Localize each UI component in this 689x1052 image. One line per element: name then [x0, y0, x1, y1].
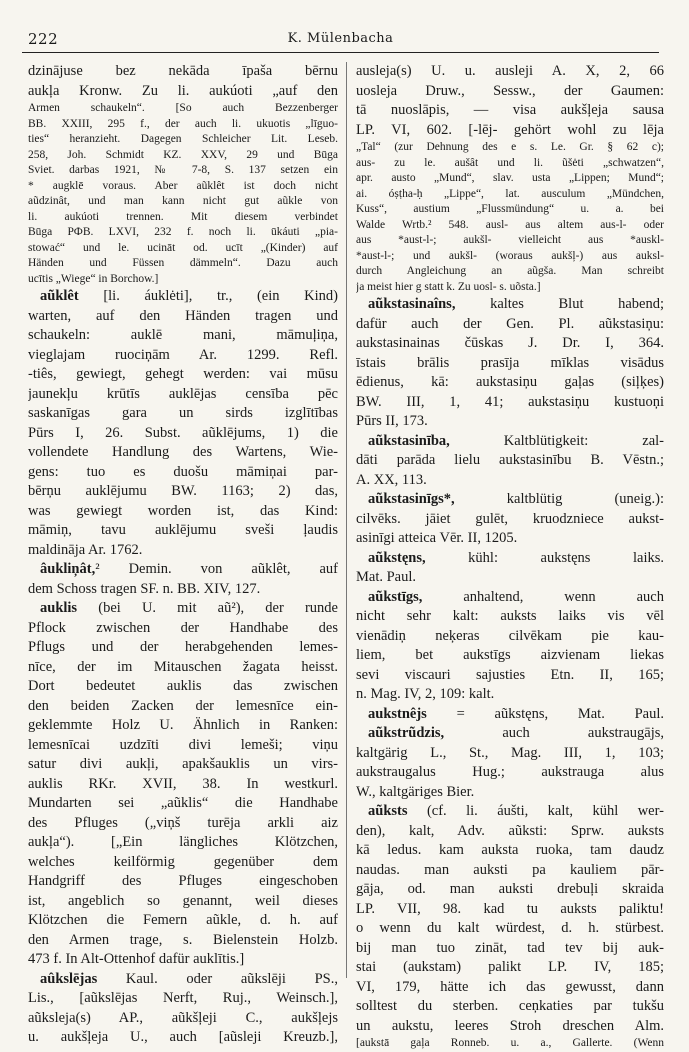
line-text: kaltgärig L., St., Mag. III, 1, 103;: [356, 744, 664, 761]
line-text: n. Mag. IV, 2, 109: kalt.: [356, 686, 495, 702]
headword: aũkstasinīgs*,: [368, 491, 455, 507]
text-line: [28, 365, 338, 385]
line-text: welches keilförmig gegenüber dem: [28, 853, 338, 870]
line-text: *aust-l-; und aukšl- (woraus aukšļ-) aus auksl-: [356, 249, 664, 262]
text-line: [28, 872, 338, 892]
line-text: jaunekļu krūtīs auklējas censība pēc: [28, 385, 338, 402]
line-text: aũksleja(s) AP., aũkšļeji C., aukšļejs: [28, 1009, 338, 1026]
line-text: BW. III, 1, 41; aukstasiņu kustuoņi: [356, 393, 664, 410]
text-line: [356, 724, 664, 744]
line-text: uosleja Druw., Sessw., der Gaumen:: [356, 82, 664, 99]
text-line: [356, 233, 664, 249]
text-line: [356, 121, 664, 141]
line-text: durch Angleichung an aũgša. Man schreibt: [356, 265, 664, 277]
line-text: Pflugs und der herabgehenden lemes-: [28, 639, 338, 655]
line-text: Händen und Füssen dämmeln“. Dazu auch: [28, 257, 338, 269]
line-text: lemesnīcai uzdzīti divi lemeši; viņu: [28, 736, 338, 753]
text-line: [28, 931, 338, 951]
text-line: [356, 412, 664, 432]
text-line: [356, 202, 664, 218]
text-line: [28, 716, 338, 736]
line-text: kā ledus. kam auksta ruoka, tam daudz: [356, 842, 664, 858]
line-text: Pūrs II, 173.: [356, 413, 428, 429]
text-line: [28, 326, 338, 346]
text-line: [356, 978, 664, 998]
line-text: dafür auch der Gen. Pl. aũkstasiņu:: [356, 315, 664, 332]
line-text: geklemmte Holz U. Ähnlich in Ranken:: [28, 717, 338, 733]
line-text: schaukeln: auklē mani, māmuļiņa,: [28, 327, 338, 343]
line-text: solltest du sterben. ceņkaties par tukšu: [356, 998, 664, 1014]
text-line: [28, 132, 338, 148]
line-text: den), kalt, Adv. aũksti: Sprw. auksts: [356, 822, 664, 839]
text-line: [28, 463, 338, 483]
text-line: [356, 471, 664, 491]
line-text: kaltblütig (uneig.):: [454, 491, 664, 507]
text-line: [28, 179, 338, 195]
text-line: [28, 502, 338, 522]
text-line: [356, 588, 664, 608]
line-text: Lis., [aũkslējas Nerft, Ruj., Weinsch.],: [28, 990, 338, 1006]
text-line: [356, 101, 664, 121]
line-text: stować“ und le. ucināt od. ucīt „(Kinder) auf: [28, 241, 338, 254]
left-column: [28, 62, 338, 1045]
text-line: [28, 82, 338, 102]
line-text: aus- zu le. aušât und li. ũšėti „schwatzen“,: [356, 156, 664, 169]
text-line: [356, 295, 664, 315]
line-text: li. aukúoti trennen. Mit diesem verbindet: [28, 210, 338, 223]
line-text: Armen schaukeln“. [So auch Bezzenberger: [28, 102, 338, 114]
line-text: bij man tuo zināt, tad tev bij auk-: [356, 939, 664, 956]
line-text: gāja, od. man auksti drebuļi skraida: [356, 881, 664, 897]
text-line: [356, 841, 664, 861]
text-line: [28, 697, 338, 717]
line-text: kaltes Blut habend;: [455, 296, 664, 312]
line-text: was gewiegt worden ist, das Kind:: [28, 502, 338, 519]
text-line: [356, 958, 664, 978]
line-text: ist, angeblich so genannt, weil dieses: [28, 892, 338, 909]
text-line: [28, 1009, 338, 1029]
headword: aũkstasinība,: [368, 432, 450, 449]
line-text: 473 f. In Alt-Ottenhof dafür auklītis.]: [28, 951, 245, 967]
text-line: [356, 763, 664, 783]
line-text: u. aukšļeja U., auch [aũsleji Kreuzb.],: [28, 1029, 338, 1045]
text-line: [28, 521, 338, 541]
text-line: [356, 393, 664, 413]
line-text: den Armen trage, s. Bielenstein Holzb.: [28, 931, 338, 948]
headword: aukstnêjs: [368, 705, 427, 722]
text-line: [28, 833, 338, 853]
line-text: -tiês, gewiegt, gehegt werden: vai mūsu: [28, 366, 338, 382]
text-line: [356, 187, 664, 203]
line-text: VI, 179, hätte ich das gewusst, dann: [356, 978, 664, 995]
text-line: [28, 775, 338, 795]
line-text: auklis RKr. XVII, 38. In westkurl.: [28, 775, 338, 792]
text-line: [28, 619, 338, 639]
line-text: aukstraugalus Hug.; aukstrauga alus: [356, 764, 664, 780]
text-line: [356, 280, 664, 296]
text-line: [28, 272, 338, 288]
text-line: [28, 755, 338, 775]
line-text: apr. austo „Mund“, slav. usta „Lippen; Mund“;: [356, 172, 664, 184]
line-text: īstais brālis prasīja mīklas visādus: [356, 354, 664, 371]
line-text: kühl: aukstęns laiks.: [425, 549, 664, 566]
text-line: [28, 989, 338, 1009]
line-text: anhaltend, wenn auch: [422, 588, 664, 605]
line-text: māmiņ, tavu auklējumu sveši ļaudis: [28, 522, 338, 538]
text-line: [28, 101, 338, 117]
text-line: [356, 627, 664, 647]
text-line: [356, 82, 664, 102]
text-line: [28, 307, 338, 327]
text-line: [356, 939, 664, 959]
text-line: [28, 1028, 338, 1048]
text-line: [356, 1036, 664, 1052]
headword: âukliņât,: [40, 561, 96, 577]
line-text: bērņu auklējumu BW. 1163; 2) das,: [28, 483, 338, 499]
right-column: [356, 62, 664, 1049]
line-text: 258, Joh. Schmidt KZ. XXV, 29 und Būga: [28, 148, 338, 161]
text-line: [28, 482, 338, 502]
line-text: (bei U. mit aũ²), der runde: [77, 600, 338, 616]
line-text: aus *aust-l-; aukšl- vielleicht aus *auskl-: [356, 234, 664, 246]
line-text: vollendete Handlung des Wartens, Wie-: [28, 444, 338, 460]
line-text: ēdienus, kā: aukstasiņu gaļas (siļķes): [356, 374, 664, 390]
text-line: [28, 541, 338, 561]
line-text: dāti parāda lielu aukstasinību B. Vēstn.;: [356, 452, 664, 468]
line-text: Sviet. darbas 1921, № 7-8, S. 137 setzen ein: [28, 164, 338, 176]
text-line: [356, 549, 664, 569]
text-line: [356, 62, 664, 82]
text-line: [28, 163, 338, 179]
text-line: [356, 373, 664, 393]
line-text: A. XX, 113.: [356, 471, 427, 488]
headword: aũkstrũdzis,: [368, 725, 445, 741]
text-line: [28, 287, 338, 307]
text-line: [356, 822, 664, 842]
text-line: [28, 580, 338, 600]
line-text: nicht sehr kalt: auksts laiks vis vēl: [356, 608, 664, 624]
line-text: Būga РФВ. LXVI, 232 f. noch li. ūkáuti „pia-: [28, 226, 338, 238]
line-text: Pūrs I, 26. Subst. aũklējums, 1) die: [28, 424, 338, 441]
text-line: [28, 256, 338, 272]
line-text: Kaltblütigkeit: zal-: [449, 432, 664, 449]
line-text: [aukstā gaļa Ronneb. u. a., Gallerte. (Wenn: [356, 1037, 664, 1049]
text-line: [356, 218, 664, 234]
text-line: [28, 736, 338, 756]
column-divider: [346, 62, 347, 978]
line-text: cilvēks. jāiet gulēt, kruodzniece aukst-: [356, 510, 664, 527]
line-text: aukļa“). [„Ein längliches Klötzchen,: [28, 834, 338, 850]
text-line: [356, 705, 664, 725]
line-text: Kaul. oder aũkslēji PS.,: [97, 970, 338, 987]
text-line: [356, 354, 664, 374]
text-line: [356, 568, 664, 588]
line-text: Dort bedeutet auklis das zwischen: [28, 678, 338, 694]
line-text: Mundarten sei „aũklis“ die Handhabe: [28, 795, 338, 811]
line-text: Mat. Paul.: [356, 569, 417, 585]
line-text: aukļa Kronw. Zu li. aukúoti „auf den: [28, 82, 338, 99]
line-text: o wenn du kalt würdest, d. h. stürbest.: [356, 920, 664, 936]
text-line: [28, 62, 338, 82]
line-text: Walde Wrtb.² 548. ausl- aus altem aus-l- oder: [356, 218, 664, 231]
text-line: [28, 892, 338, 912]
line-text: * augklē voraus. Aber aũklêt ist doch nicht: [28, 179, 338, 192]
headword: aũkstīgs,: [368, 588, 423, 605]
text-line: [28, 794, 338, 814]
text-line: [356, 490, 664, 510]
text-line: [356, 334, 664, 354]
text-line: [356, 264, 664, 280]
text-line: [28, 346, 338, 366]
text-line: [28, 424, 338, 444]
line-text: stai (aukstam) palikt LP. IV, 185;: [356, 959, 664, 975]
line-text: ties“ heranzieht. Dagegen Schleicher Lit. Leseb.: [28, 133, 338, 145]
text-line: [356, 802, 664, 822]
page-header: [22, 28, 659, 53]
line-text: dzinājuse bez nekāda īpaša bērnu: [28, 63, 338, 79]
text-line: [356, 783, 664, 803]
text-line: [28, 148, 338, 164]
text-line: [356, 607, 664, 627]
text-line: [28, 241, 338, 257]
text-line: [356, 315, 664, 335]
text-line: [356, 919, 664, 939]
text-line: [28, 560, 338, 580]
text-line: [356, 646, 664, 666]
line-text: [li. áuklėti], tr., (ein Kind): [78, 288, 338, 304]
line-text: W., kaltgäriges Bier.: [356, 783, 475, 800]
text-line: [356, 666, 664, 686]
text-line: [356, 1017, 664, 1037]
line-text: auch aukstraugājs,: [444, 725, 664, 741]
line-text: ² Demin. von aũklêt, auf: [95, 561, 338, 577]
running-head: K. Mülenbacha: [287, 31, 394, 46]
line-text: aukstasinainas čūskas J. Dr. I, 364.: [356, 335, 664, 351]
text-line: [356, 900, 664, 920]
headword: aũkstęns,: [368, 549, 426, 566]
line-text: BB. XXIII, 295 f., der auch li. ukuotis „līguo-: [28, 117, 338, 130]
line-text: (cf. li. áušti, kalt, kühl wer-: [407, 803, 664, 819]
line-text: = aũkstęns, Mat. Paul.: [426, 705, 664, 722]
headword: auklis: [40, 600, 78, 616]
text-line: [28, 853, 338, 873]
line-text: naudas. man auksti pa kauliem pār-: [356, 861, 664, 878]
line-text: liem, bet aukstīgs aizvienam liekas: [356, 647, 664, 663]
line-text: un aukstu, leeres Stroh dreschen Alm.: [356, 1017, 664, 1034]
text-line: [28, 911, 338, 931]
line-text: asinīgi atteica Vēr. II, 1205.: [356, 530, 518, 546]
line-text: maldināja Ar. 1762.: [28, 541, 143, 558]
text-line: [28, 404, 338, 424]
text-line: [28, 638, 338, 658]
headword: aũkstasinaîns,: [368, 296, 456, 312]
line-text: „Tal“ (zur Dehnung des e s. Le. Gr. § 62 c);: [356, 141, 664, 153]
text-line: [356, 156, 664, 172]
text-line: [28, 599, 338, 619]
text-line: [28, 658, 338, 678]
text-line: [356, 880, 664, 900]
line-text: warten, auf den Händen tragen und: [28, 307, 338, 324]
text-line: [356, 510, 664, 530]
text-line: [356, 432, 664, 452]
headword: aûkslējas: [40, 970, 98, 987]
line-text: Klötzchen die Femern aũkle, d. h. auf: [28, 912, 338, 928]
text-line: [28, 677, 338, 697]
line-text: dem Schoss tragen SF. n. BB. XIV, 127.: [28, 580, 261, 597]
line-text: Pflock zwischen der Handhabe des: [28, 619, 338, 636]
text-line: [28, 210, 338, 226]
text-line: [356, 685, 664, 705]
line-text: des Pfluges („viņš turēja arkli aiz: [28, 814, 338, 831]
text-line: [356, 171, 664, 187]
line-text: vieglajam ruociņām Ar. 1299. Refl.: [28, 346, 338, 363]
line-text: ausleja(s) U. u. ausleji A. X, 2, 66: [356, 63, 664, 79]
text-line: [356, 249, 664, 265]
line-text: ja meist hier g statt k. Zu uosl- s. uõsta.]: [356, 280, 541, 293]
headword: aũksts: [368, 803, 408, 819]
line-text: satur divi aukļi, apakšauklis un virs-: [28, 756, 338, 772]
line-text: nīce, der im Mitauschen žagata heisst.: [28, 658, 338, 675]
line-text: gens: tuo es duošu māmiņai par-: [28, 463, 338, 480]
text-line: [28, 443, 338, 463]
line-text: vienādiņ neķeras cilvēkam pie kau-: [356, 627, 664, 644]
line-text: ai. óṣṭha-ḥ „Lippe“, lat. ausculum „Mündchen,: [356, 187, 664, 200]
text-line: [28, 117, 338, 133]
line-text: Handgriff des Pfluges eingeschoben: [28, 873, 338, 889]
text-line: [28, 970, 338, 990]
line-text: tā nuoslāpis, — visa aukšļeja sausa: [356, 102, 664, 118]
line-text: aũdzinât, und man kann nicht gut aũkle von: [28, 195, 338, 207]
line-text: LP. VI, 602. [-lēj- gehört wohl zu lēja: [356, 121, 664, 138]
text-line: [28, 385, 338, 405]
text-line: [28, 814, 338, 834]
text-line: [28, 225, 338, 241]
headword: aũklêt: [40, 288, 79, 304]
line-text: Kuss“, austium „Flussmündung“ u. a. bei: [356, 203, 664, 215]
text-line: [356, 140, 664, 156]
text-line: [28, 950, 338, 970]
line-text: saskanīgas gara un sirds izglītības: [28, 405, 338, 421]
text-line: [356, 451, 664, 471]
line-text: ucītis „Wiege“ in Borchow.]: [28, 272, 159, 285]
line-text: LP. VII, 98. kad tu auksts paliktu!: [356, 900, 664, 917]
text-line: [356, 861, 664, 881]
text-line: [356, 744, 664, 764]
line-text: sevi viscauri sajusties Etn. II, 165;: [356, 666, 664, 683]
page-number: 222: [28, 30, 59, 48]
text-line: [28, 194, 338, 210]
text-line: [356, 529, 664, 549]
line-text: den beiden Zacken der lemesnīce ein-: [28, 697, 338, 714]
